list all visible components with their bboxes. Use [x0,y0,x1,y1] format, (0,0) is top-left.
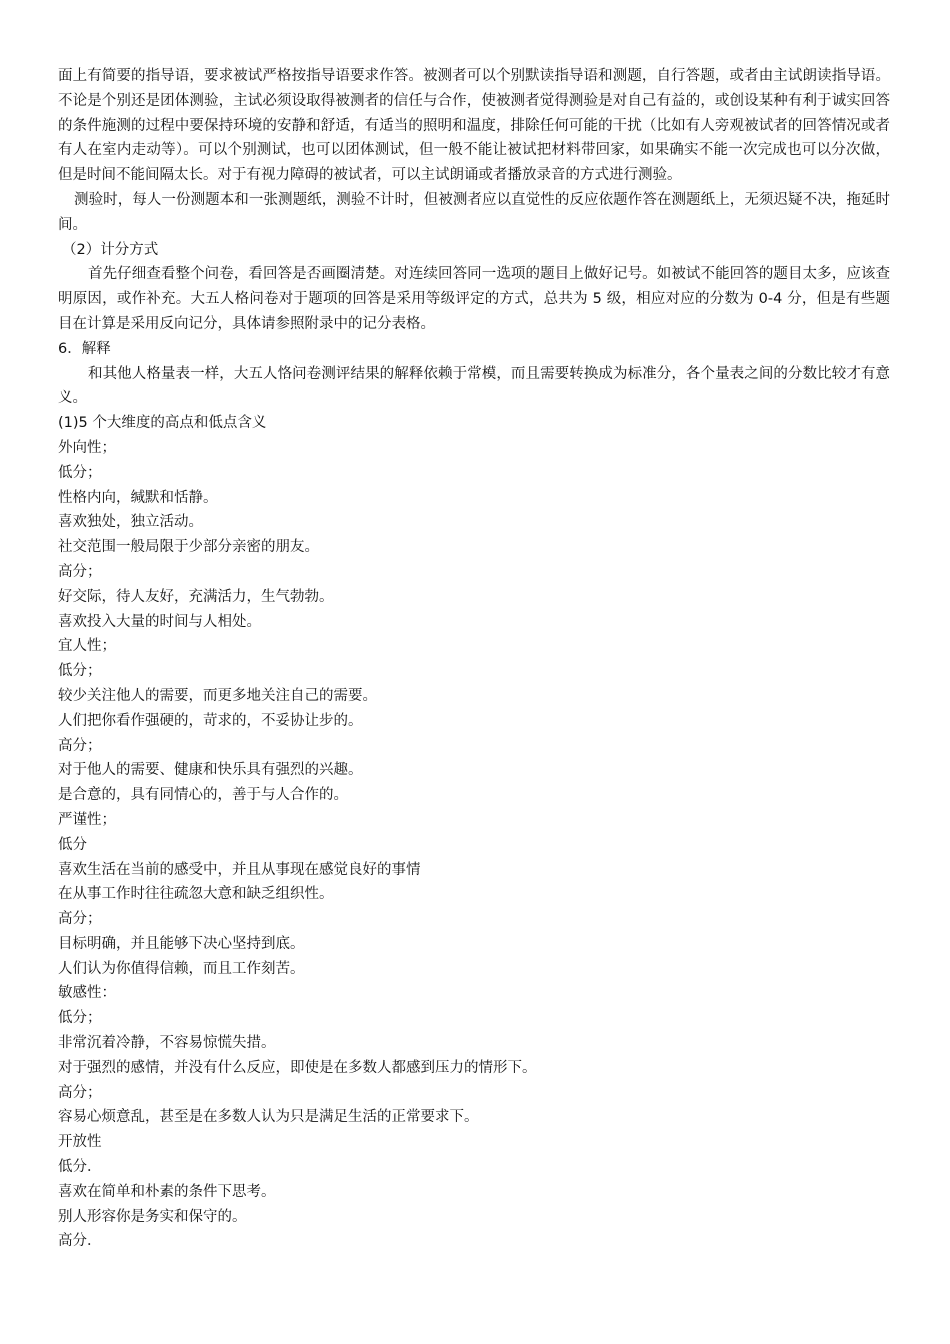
list-line: 别人形容你是务实和保守的。 [58,1208,247,1225]
heading-scoring-method: （2）计分方式 [62,241,159,258]
list-line: 较少关注他人的需要，而更多地关注自己的需要。 [58,687,377,704]
list-line: 社交范围一般局限于少部分亲密的朋友。 [58,539,319,556]
list-line: 容易心烦意乱，甚至是在多数人认为只是满足生活的正常要求下。 [58,1109,479,1126]
list-line: 性格内向，缄默和恬静。 [58,489,218,506]
list-line: 低分； [58,663,102,680]
list-line: 低分． [58,1159,102,1176]
list-line: 好交际，待人友好，充满活力，生气勃勃。 [58,588,334,605]
paragraph-scoring: 首先仔细查看整个问卷，看回答是否画圈清楚。对连续回答同一选项的题目上做好记号。如被试不能回答的题目太多，应该查明原因，或作补充。大五人格问卷对于题项的回答是采用等级评定的方式，总共为 5 级，相应对应的分数为 0-4 分，但是有些题目在计算是采用反向记分，具体请参照附录中的记分表格。 [58,266,890,332]
list-line: 严谨性； [58,811,116,828]
list-line: 对于他人的需要、健康和快乐具有强烈的兴趣。 [58,762,363,779]
paragraph-test-timing: 测验时，每人一份测题本和一张测题纸，测验不计时，但被测者应以直觉性的反应依题作答在测题纸上，无须迟疑不决，拖延时间。 [58,191,890,233]
list-line: 低分； [58,464,102,481]
list-line: 喜欢在简单和朴素的条件下思考。 [58,1183,276,1200]
list-line: 高分； [58,1084,102,1101]
heading-interpretation: 6．解释 [58,340,111,357]
list-line: 喜欢生活在当前的感受中，并且从事现在感觉良好的事情 [58,861,421,878]
list-line: 敏感性： [58,985,116,1002]
list-line: 目标明确，并且能够下决心坚持到底。 [58,935,305,952]
list-line: 在从事工作时往往疏忽大意和缺乏组织性。 [58,886,334,903]
list-line: 非常沉着冷静，不容易惊慌失措。 [58,1035,276,1052]
list-line: 喜欢独处，独立活动。 [58,514,203,531]
list-line: 人们认为你值得信赖，而且工作刻苦。 [58,960,305,977]
list-line: (1)5 个大维度的高点和低点含义 [58,415,267,432]
document-page [58,64,890,1254]
dimension-list [58,411,890,1254]
list-line: 低分 [58,836,87,853]
list-line: 高分； [58,563,102,580]
list-line: 宜人性； [58,638,116,655]
list-line: 对于强烈的感情，并没有什么反应，即使是在多数人都感到压力的情形下。 [58,1059,537,1076]
list-line: 高分； [58,911,102,928]
list-line: 高分； [58,737,102,754]
list-line: 高分． [58,1233,102,1250]
paragraph-interpretation: 和其他人格量表一样，大五人恪问卷测评结果的解释依赖于常模，而且需要转换成为标准分，各个量表之间的分数比较才有意义。 [58,365,890,407]
paragraph-test-administration: 面上有简要的指导语，要求被试严格按指导语要求作答。被测者可以个别默读指导语和测题，自行答题，或者由主试朗读指导语。不论是个别还是团体测验，主试必须设取得被测者的信任与合作，使被测者觉得测验是对自己有益的，或创设某种有利于诚实回答的条件施测的过程中要保持环境的安静和舒适，有适当的照明和温度，排除任何可能的干扰（比如有人旁观被试者的回答情况或者有人在室内走动等）。可以个别测试，也可以团体测试，但一般不能让被试把材料带回家，如果确实不能一次完成也可以分次做，但是时间不能间隔太长。对于有视力障碍的被试者，可以主试朗诵或者播放录音的方式进行测验。 [58,68,890,184]
list-line: 开放性 [58,1134,102,1151]
list-line: 喜欢投入大量的时间与人相处。 [58,613,261,630]
list-line: 人们把你看作强硬的，苛求的，不妥协让步的。 [58,712,363,729]
list-line: 外向性； [58,439,116,456]
list-line: 是合意的，具有同情心的，善于与人合作的。 [58,787,348,804]
list-line: 低分； [58,1010,102,1027]
